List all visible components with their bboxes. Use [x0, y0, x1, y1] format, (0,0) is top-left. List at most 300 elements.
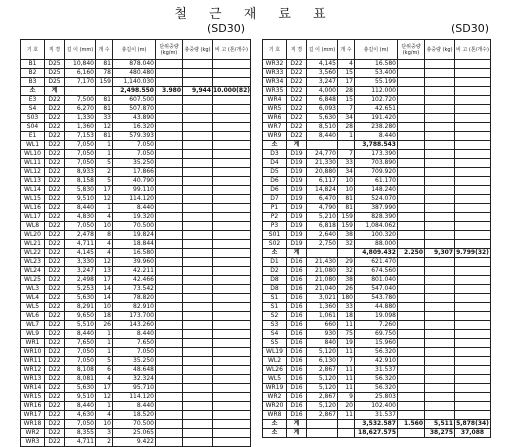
cell-count: 20 [338, 402, 355, 411]
cell-unit-weight [398, 177, 425, 186]
cell-total-weight [183, 258, 213, 267]
cell-total-length: 16.580 [355, 60, 398, 69]
cell-count: 5 [96, 357, 113, 366]
table-row [21, 213, 251, 222]
cell-unit-weight [398, 429, 425, 438]
cell-length: 3,247 [65, 267, 96, 276]
cell-total-length: 7.050 [113, 150, 156, 159]
cell-total-length: 31.537 [355, 411, 398, 420]
cell-diameter: D22 [287, 69, 307, 78]
cell-diameter: D16 [287, 339, 307, 348]
cell-remark [213, 285, 251, 294]
cell-length: 21,040 [307, 285, 338, 294]
cell-diameter: D19 [287, 240, 307, 249]
cell-mark: WL5 [263, 375, 287, 384]
cell-diameter: D19 [287, 177, 307, 186]
cell-total-length: 44.880 [355, 303, 398, 312]
cell-mark: P3 [263, 222, 287, 231]
cell-total-length: 55.199 [355, 78, 398, 87]
cell-diameter: D16 [287, 402, 307, 411]
cell-unit-weight [156, 222, 183, 231]
table-row [21, 267, 251, 276]
cell-diameter: D16 [287, 312, 307, 321]
cell-count: 81 [338, 195, 355, 204]
cell-unit-weight [156, 366, 183, 375]
cell-length: 7,153 [65, 132, 96, 141]
cell-count: 2 [96, 168, 113, 177]
cell-diameter: 계 [287, 141, 307, 150]
cell-total-weight [183, 249, 213, 258]
cell-length: 6,470 [307, 195, 338, 204]
cell-diameter: D22 [45, 384, 65, 393]
cell-unit-weight [156, 285, 183, 294]
cell-total-weight [183, 78, 213, 87]
cell-unit-weight [156, 240, 183, 249]
cell-unit-weight [398, 357, 425, 366]
cell-total-length: 61.170 [355, 177, 398, 186]
table-row [21, 393, 251, 402]
cell-length: 8,440 [65, 204, 96, 213]
cell-unit-weight [398, 186, 425, 195]
cell-diameter: D22 [45, 240, 65, 249]
cell-total-length: 19.098 [355, 312, 398, 321]
cell-count: 17 [96, 384, 113, 393]
cell-total-weight [425, 177, 455, 186]
cell-length: 8,440 [307, 132, 338, 141]
cell-unit-weight [398, 204, 425, 213]
cell-unit-weight [156, 195, 183, 204]
cell-diameter: D22 [45, 303, 65, 312]
cell-total-length: 607.500 [113, 96, 156, 105]
cell-mark: D4 [263, 159, 287, 168]
cell-diameter: D16 [287, 366, 307, 375]
cell-mark: WR18 [21, 420, 45, 429]
cell-remark [213, 393, 251, 402]
cell-remark [213, 366, 251, 375]
cell-mark: WR33 [263, 69, 287, 78]
cell-unit-weight [398, 339, 425, 348]
cell-total-weight [425, 375, 455, 384]
cell-total-length: 56.320 [355, 375, 398, 384]
cell-total-length: 173.700 [113, 312, 156, 321]
table-row [263, 123, 491, 132]
cell-remark [213, 249, 251, 258]
cell-total-weight [183, 276, 213, 285]
cell-total-weight [183, 141, 213, 150]
cell-remark [455, 78, 491, 87]
cell-unit-weight [398, 321, 425, 330]
cell-unit-weight [398, 141, 425, 150]
cell-mark: E3 [21, 96, 45, 105]
cell-count [338, 141, 355, 150]
cell-total-weight [183, 69, 213, 78]
cell-total-weight [425, 159, 455, 168]
cell-remark [455, 276, 491, 285]
cell-remark [455, 159, 491, 168]
cell-length: 8,440 [65, 330, 96, 339]
table-row [21, 339, 251, 348]
cell-diameter: D22 [45, 348, 65, 357]
cell-diameter: D22 [287, 60, 307, 69]
cell-unit-weight [398, 105, 425, 114]
table-row [21, 231, 251, 240]
cell-total-length: 9.422 [113, 438, 156, 447]
cell-total-weight [425, 204, 455, 213]
document-title: 철 근 재 료 표 [174, 7, 335, 22]
cell-unit-weight [398, 411, 425, 420]
cell-length: 5,253 [65, 285, 96, 294]
cell-total-weight [183, 429, 213, 438]
cell-unit-weight [398, 168, 425, 177]
cell-remark [213, 195, 251, 204]
cell-length: 7,050 [65, 141, 96, 150]
cell-length: 4,145 [65, 249, 96, 258]
cell-unit-weight [156, 105, 183, 114]
cell-total-length: 8.440 [355, 132, 398, 141]
cell-mark: WL2 [263, 357, 287, 366]
cell-total-weight [183, 384, 213, 393]
table-row [263, 276, 491, 285]
cell-total-weight [425, 303, 455, 312]
table-row [263, 357, 491, 366]
cell-total-length: 82.910 [113, 303, 156, 312]
cell-total-length: 8.440 [113, 330, 156, 339]
header-row [263, 40, 491, 60]
cell-count [96, 87, 113, 96]
cell-length [307, 429, 338, 438]
cell-total-length: 18.520 [113, 411, 156, 420]
column-header-length: 길 이 (mm) [307, 40, 338, 60]
cell-count: 17 [338, 78, 355, 87]
cell-count: 26 [338, 285, 355, 294]
cell-diameter: D22 [45, 168, 65, 177]
cell-count: 1 [96, 204, 113, 213]
table-row [263, 195, 491, 204]
cell-count: 1 [96, 150, 113, 159]
cell-remark: 10.000(82) [213, 87, 250, 94]
column-header-unit-weight: 단위중량 (kg/m) [398, 40, 425, 60]
cell-unit-weight [398, 150, 425, 159]
cell-unit-weight [398, 294, 425, 303]
cell-total-length: 19.320 [113, 213, 156, 222]
cell-diameter: D22 [45, 114, 65, 123]
cell-diameter: D22 [45, 357, 65, 366]
cell-total-weight [183, 348, 213, 357]
cell-total-weight [183, 123, 213, 132]
cell-unit-weight [398, 60, 425, 69]
cell-unit-weight [156, 303, 183, 312]
cell-count: 81 [96, 105, 113, 114]
cell-unit-weight [156, 213, 183, 222]
table-row [263, 258, 491, 267]
cell-unit-weight [156, 420, 183, 429]
cell-unit-weight: 3.980 [156, 87, 183, 96]
cell-length: 8,081 [65, 375, 96, 384]
cell-length: 5,120 [307, 375, 338, 384]
cell-total-length: 16.580 [113, 249, 156, 258]
cell-diameter: 계 [45, 87, 65, 96]
cell-total-length: 15.960 [355, 339, 398, 348]
cell-total-weight [425, 411, 455, 420]
cell-length: 9,510 [65, 195, 96, 204]
cell-remark [213, 330, 251, 339]
cell-length: 6,117 [307, 177, 338, 186]
cell-length [307, 141, 338, 150]
cell-count: 14 [96, 294, 113, 303]
cell-diameter: D19 [287, 168, 307, 177]
cell-mark: WR14 [21, 384, 45, 393]
cell-count: 19 [338, 339, 355, 348]
cell-length: 2,867 [307, 411, 338, 420]
cell-length: 9,510 [65, 393, 96, 402]
cell-total-weight [183, 312, 213, 321]
cell-total-length: 621.470 [355, 258, 398, 267]
cell-length: 6,160 [65, 69, 96, 78]
cell-length: 7,050 [65, 420, 96, 429]
cell-total-weight [183, 321, 213, 330]
table-row [263, 141, 491, 150]
cell-total-length: 3,532.587 [355, 420, 398, 429]
cell-total-weight: 5,511 [425, 420, 455, 429]
cell-total-weight: 38,275 [425, 429, 455, 438]
cell-mark: S1 [263, 303, 287, 312]
cell-count: 159 [96, 78, 113, 87]
rebar-table-left [20, 39, 251, 447]
table-row [21, 204, 251, 213]
cell-mark: WL16 [21, 204, 45, 213]
cell-count: 1 [338, 132, 355, 141]
cell-count: 28 [338, 87, 355, 96]
cell-unit-weight [156, 123, 183, 132]
cell-total-length: 2,498.550 [113, 87, 156, 96]
cell-mark: S3 [263, 321, 287, 330]
cell-total-weight [183, 330, 213, 339]
cell-unit-weight [156, 375, 183, 384]
cell-length: 660 [307, 321, 338, 330]
cell-total-weight [425, 267, 455, 276]
cell-total-weight [425, 366, 455, 375]
cell-unit-weight [398, 285, 425, 294]
table-row [21, 348, 251, 357]
cell-mark: WR2 [263, 393, 287, 402]
cell-remark [455, 69, 491, 78]
cell-total-length: 102.400 [355, 402, 398, 411]
cell-length: 24,770 [307, 150, 338, 159]
cell-remark [455, 222, 491, 231]
cell-mark: WL15 [21, 195, 45, 204]
cell-mark: WL20 [21, 231, 45, 240]
cell-count: 4 [96, 375, 113, 384]
table-row [263, 168, 491, 177]
cell-count: 11 [338, 348, 355, 357]
cell-remark [455, 168, 491, 177]
cell-length: 1,330 [65, 114, 96, 123]
cell-remark [455, 213, 491, 222]
cell-count: 4 [96, 240, 113, 249]
cell-total-weight [183, 60, 213, 69]
table-row [21, 105, 251, 114]
cell-unit-weight [156, 168, 183, 177]
table-row [21, 78, 251, 87]
cell-count: 17 [96, 276, 113, 285]
table-row [263, 393, 491, 402]
cell-diameter: D22 [45, 285, 65, 294]
cell-length: 2,640 [307, 231, 338, 240]
cell-length [307, 249, 338, 258]
cell-total-length: 674.560 [355, 267, 398, 276]
table-row [21, 96, 251, 105]
cell-mark: WL11 [21, 159, 45, 168]
cell-total-length: 35.250 [113, 159, 156, 168]
cell-count: 9 [338, 393, 355, 402]
cell-count: 1 [96, 330, 113, 339]
cell-diameter: D22 [45, 402, 65, 411]
cell-length: 5,630 [307, 114, 338, 123]
cell-count: 1 [96, 348, 113, 357]
cell-mark: WL8 [21, 222, 45, 231]
cell-diameter: D22 [45, 276, 65, 285]
table-row [21, 420, 251, 429]
cell-count: 75 [338, 330, 355, 339]
cell-unit-weight [156, 267, 183, 276]
cell-mark: S4 [263, 330, 287, 339]
cell-remark [213, 321, 251, 330]
cell-remark [455, 114, 491, 123]
cell-length: 5,630 [65, 294, 96, 303]
cell-remark [213, 123, 251, 132]
cell-mark: WR16 [21, 402, 45, 411]
cell-diameter: D22 [287, 123, 307, 132]
table-row [21, 177, 251, 186]
cell-unit-weight [398, 393, 425, 402]
cell-total-weight [425, 168, 455, 177]
cell-unit-weight [156, 150, 183, 159]
cell-count: 11 [338, 375, 355, 384]
cell-length: 8,291 [65, 303, 96, 312]
cell-remark: 37,088 [455, 429, 491, 438]
cell-unit-weight [398, 330, 425, 339]
cell-mark: WR15 [21, 393, 45, 402]
cell-length: 2,498 [65, 276, 96, 285]
cell-length: 9,650 [65, 312, 96, 321]
cell-diameter: D16 [287, 357, 307, 366]
cell-total-length: 7.650 [113, 339, 156, 348]
cell-remark [455, 294, 491, 303]
cell-diameter: D22 [45, 438, 65, 447]
cell-remark [213, 213, 251, 222]
cell-total-length: 8.440 [113, 204, 156, 213]
cell-length: 840 [307, 339, 338, 348]
table-row [263, 312, 491, 321]
cell-total-length: 828.390 [355, 213, 398, 222]
cell-length: 7,500 [65, 96, 96, 105]
cell-diameter: D22 [45, 366, 65, 375]
cell-total-length: 114.120 [113, 393, 156, 402]
cell-total-weight [183, 150, 213, 159]
cell-count: 81 [96, 132, 113, 141]
cell-total-weight [425, 195, 455, 204]
cell-unit-weight [156, 60, 183, 69]
cell-total-length: 69.750 [355, 330, 398, 339]
table-row [263, 375, 491, 384]
cell-diameter: D16 [287, 267, 307, 276]
cell-unit-weight [398, 303, 425, 312]
cell-remark [455, 267, 491, 276]
cell-total-weight [425, 123, 455, 132]
cell-remark [455, 312, 491, 321]
table-row [263, 411, 491, 420]
column-header-count: 개 수 [338, 40, 355, 60]
cell-total-weight [183, 411, 213, 420]
cell-total-weight [425, 114, 455, 123]
cell-count: 18 [338, 312, 355, 321]
cell-remark [213, 402, 251, 411]
cell-length: 3,247 [307, 78, 338, 87]
cell-total-length: 88.000 [355, 240, 398, 249]
cell-count: 7 [338, 150, 355, 159]
table-row [263, 87, 491, 96]
cell-length: 4,790 [307, 204, 338, 213]
cell-remark [213, 339, 251, 348]
cell-total-weight [183, 168, 213, 177]
cell-unit-weight [156, 159, 183, 168]
cell-length: 8,933 [65, 168, 96, 177]
table-row [21, 123, 251, 132]
cell-diameter: D22 [45, 339, 65, 348]
cell-count: 10 [96, 222, 113, 231]
cell-diameter: D22 [45, 231, 65, 240]
cell-total-length: 703.890 [355, 159, 398, 168]
cell-length [65, 87, 96, 96]
cell-diameter: D19 [287, 159, 307, 168]
cell-total-length: 78.820 [113, 294, 156, 303]
cell-total-weight [183, 105, 213, 114]
cell-unit-weight [156, 402, 183, 411]
column-header-diameter: 직 경 [45, 40, 65, 60]
cell-remark [213, 231, 251, 240]
cell-total-weight [183, 303, 213, 312]
cell-mark: WR10 [21, 348, 45, 357]
cell-mark: WR13 [21, 375, 45, 384]
cell-remark [213, 186, 251, 195]
cell-remark [455, 132, 491, 141]
cell-count: 4 [338, 60, 355, 69]
cell-remark [455, 96, 491, 105]
table-row [21, 375, 251, 384]
cell-mark: WR11 [21, 357, 45, 366]
table-row [263, 240, 491, 249]
table-row [21, 186, 251, 195]
cell-count: 81 [96, 96, 113, 105]
cell-count: 1 [96, 339, 113, 348]
table-row [263, 78, 491, 87]
cell-mark: WR9 [263, 132, 287, 141]
cell-total-weight [425, 312, 455, 321]
cell-diameter: D22 [287, 87, 307, 96]
table-row [263, 231, 491, 240]
cell-total-length: 112.000 [355, 87, 398, 96]
cell-total-length: 42.466 [113, 276, 156, 285]
cell-diameter: D22 [45, 150, 65, 159]
cell-length: 6,270 [65, 105, 96, 114]
cell-total-weight [425, 384, 455, 393]
cell-unit-weight [398, 366, 425, 375]
cell-count: 1 [96, 141, 113, 150]
cell-total-length: 42.910 [355, 357, 398, 366]
cell-total-length: 1,140.030 [113, 78, 156, 87]
cell-total-length: 238.280 [355, 123, 398, 132]
cell-unit-weight [398, 132, 425, 141]
